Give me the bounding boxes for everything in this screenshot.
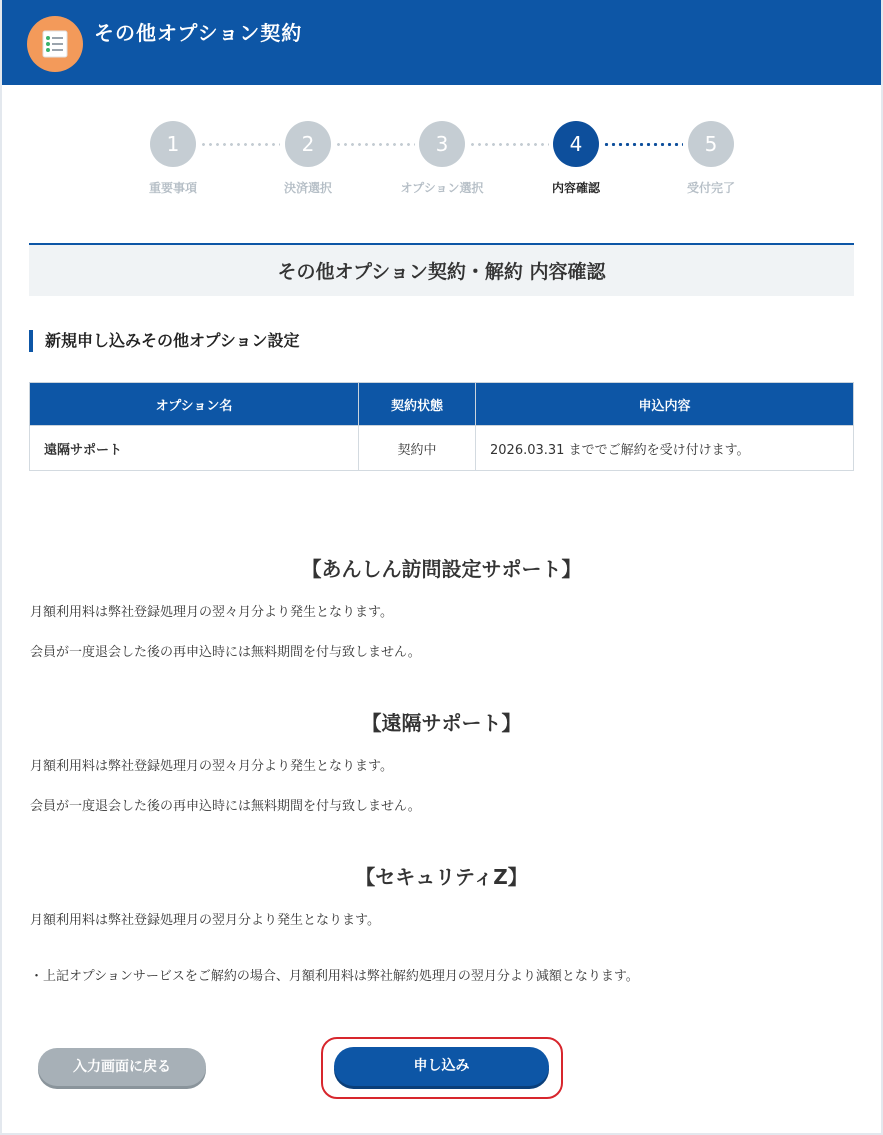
column-header-details: 申込内容 [476,383,854,426]
submit-application-button[interactable]: 申し込み [334,1047,549,1086]
step-4-label: 内容確認 [551,181,600,195]
progress-stepper [0,0,883,200]
cancellation-footnote: ・上記オプションサービスをご解約の場合、月額利用料は弊社解約処理月の翌月分より減額となります。 [30,969,639,984]
step-3-circle: 3 [419,121,465,167]
step-1-circle: 1 [150,121,196,167]
step-2-label: 決済選択 [283,181,332,195]
table-row [30,426,854,471]
step-connector [335,143,415,146]
contract-status-cell: 契約中 [359,426,476,471]
table-header-row [30,383,854,426]
step-3-label: オプション選択 [400,181,484,195]
option-name-cell: 遠隔サポート [30,426,359,471]
note-line: 月額利用料は弊社登録処理月の翌月分より発生となります。 [30,913,380,928]
column-header-status: 契約状態 [359,383,476,426]
note-line: 会員が一度退会した後の再申込時には無料期間を付与致しません。 [30,645,421,660]
step-connector-active [603,143,683,146]
page-title-band [29,243,854,296]
column-header-option-name: オプション名 [30,383,359,426]
note-line: 月額利用料は弊社登録処理月の翌々月分より発生となります。 [30,759,393,774]
note-line: 会員が一度退会した後の再申込時には無料期間を付与致しません。 [30,799,421,814]
step-5-circle: 5 [688,121,734,167]
page-header-title: その他オプション契約 [94,21,303,45]
request-details-cell: 2026.03.31 まででご解約を受け付けます。 [476,426,854,471]
note-line: 月額利用料は弊社登録処理月の翌々月分より発生となります。 [30,605,393,620]
section-title: 新規申し込みその他オプション設定 [29,330,300,352]
note-heading: 【セキュリティZ】 [355,865,528,889]
note-heading: 【遠隔サポート】 [361,711,522,735]
page-title: その他オプション契約・解約 内容確認 [277,261,606,283]
step-connector [200,143,280,146]
note-heading: 【あんしん訪問設定サポート】 [301,557,582,581]
step-1-label: 重要事項 [148,181,197,195]
step-4-circle: 4 [553,121,599,167]
step-connector [469,143,549,146]
step-2-circle: 2 [285,121,331,167]
back-to-input-button[interactable]: 入力画面に戻る [38,1048,206,1086]
step-5-label: 受付完了 [686,181,735,195]
option-table [29,382,854,471]
